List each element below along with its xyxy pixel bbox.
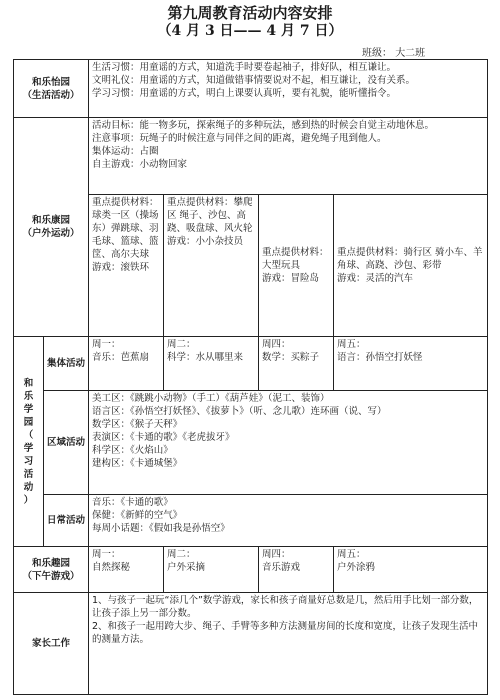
page-title: 第九周教育活动内容安排	[167, 4, 333, 22]
area-game: 游戏：冒险岛	[262, 273, 320, 284]
area-material: 重点提供材料：大型玩具	[262, 247, 329, 271]
outdoor-name: 和乐康园	[32, 215, 71, 226]
life-content	[89, 60, 488, 118]
life-line: 学习习惯：用童谣的方式，明白上课要认真听，要有礼貌，能听懂指令。	[92, 88, 397, 99]
area-material: 重点提供材料：攀爬区 绳子、沙包、高跷、吸盘球、风火轮	[167, 197, 253, 234]
learning-group-row	[14, 337, 488, 391]
area-line: 科学区：《火焰山》	[92, 445, 173, 456]
learning-char: 动	[23, 481, 34, 493]
day-content: 户外采摘	[167, 562, 206, 573]
life-name: 和乐怡园	[32, 76, 71, 88]
interest-sub: （下午游戏）	[22, 570, 80, 582]
life-sub: （生活活动）	[22, 89, 80, 101]
group-day-5	[334, 337, 488, 391]
outdoor-area-3	[259, 195, 334, 337]
learning-char: 和	[23, 377, 34, 389]
parents-section-label: 家长工作	[14, 593, 89, 695]
interest-day-1	[89, 547, 164, 593]
learning-char: 园	[23, 416, 34, 428]
learning-char: ）	[23, 494, 34, 506]
life-line: 生活习惯：用童谣的方式，知道洗手时要卷起袖子，排好队，相互谦让。	[92, 62, 397, 73]
interest-day-2	[164, 547, 259, 593]
learning-area-row	[14, 391, 488, 495]
area-line: 语言区：《孙悟空打妖怪》、《拔萝卜》（听、念儿歌）连环画（说、写）	[92, 406, 387, 417]
learning-char: 习	[23, 455, 34, 467]
class-value: 大二班	[395, 48, 426, 59]
class-info	[362, 44, 425, 59]
interest-day-5	[334, 547, 488, 593]
outdoor-line: 注意事项：玩绳子的时候注意与同伴之间的距离，避免绳子甩到他人。	[92, 133, 387, 144]
outdoor-area-2	[164, 195, 259, 337]
day-content: 数学：买粽子	[262, 352, 320, 363]
schedule-table	[13, 59, 488, 695]
area-line: 数学区：《猴子天秤》	[92, 419, 183, 430]
parents-row	[14, 593, 488, 695]
area-material: 重点提供材料：骑行区 骑小车、羊角球、高跷、沙包、彩带	[337, 247, 483, 271]
life-section-label	[14, 60, 89, 118]
outdoor-sub: （户外运动）	[22, 228, 80, 239]
interest-section-label	[14, 547, 89, 593]
area-game: 游戏：滚铁环	[92, 262, 150, 273]
area-game: 游戏：灵活的汽车	[337, 273, 414, 284]
life-line: 文明礼仪：用童谣的方式，知道做错事情要说对不起，相互谦让，没有关系。	[92, 75, 416, 86]
day-label: 周四：	[262, 549, 291, 560]
outdoor-top-row	[14, 118, 488, 195]
group-day-1	[89, 337, 164, 391]
day-content: 音乐游戏	[262, 562, 301, 573]
learning-char: 学	[23, 403, 34, 415]
parents-line: 1、与孩子一起玩“添几个”数学游戏，家长和孩子商量好总数是几，然后用手比划一部分数，让孩子添上另一部分数。	[92, 595, 479, 619]
daily-line: 音乐：《卡通的歌》	[92, 497, 173, 508]
group-activity-label: 集体活动	[44, 337, 89, 391]
interest-day-4	[259, 547, 334, 593]
day-label: 周一：	[92, 549, 121, 560]
outdoor-area-1	[89, 195, 164, 337]
outdoor-line: 活动目标：能一物多玩，探索绳子的多种玩法，感到热的时候会自觉主动地休息。	[92, 120, 435, 131]
learning-char: 学	[23, 442, 34, 454]
outdoor-section-label	[14, 118, 89, 337]
learning-section-label	[14, 337, 44, 547]
day-label: 周一：	[92, 339, 121, 350]
group-day-2	[164, 337, 259, 391]
area-line: 美工区：《跳跳小动物》（手工）《葫芦娃》（泥工、装饰）	[92, 393, 330, 404]
day-content: 户外涂鸦	[337, 562, 376, 573]
area-line: 表演区：《卡通的歌》《老虎拔牙》	[92, 432, 235, 443]
learning-char: 乐	[23, 390, 34, 402]
daily-activity-content	[89, 495, 488, 547]
learning-char: （	[23, 429, 34, 441]
learning-char: 活	[23, 468, 34, 480]
area-line: 建构区：《卡通城堡》	[92, 458, 183, 469]
outdoor-area-4	[334, 195, 488, 337]
day-label: 周四：	[262, 339, 291, 350]
daily-line: 每周小话题：《假如我是孙悟空》	[92, 523, 230, 534]
day-label: 周二：	[167, 339, 196, 350]
page-subtitle: （4 月 3 日—— 4 月 7 日）	[157, 23, 343, 39]
area-game: 游戏：小小杂技员	[167, 236, 244, 247]
outdoor-top-content	[89, 118, 488, 195]
daily-activity-label: 日常活动	[44, 495, 89, 547]
life-row	[14, 60, 488, 118]
outdoor-line: 自主游戏：小动物回家	[92, 159, 188, 170]
learning-daily-row	[14, 495, 488, 547]
day-content: 自然探秘	[92, 562, 131, 573]
day-label: 周五：	[337, 549, 366, 560]
day-content: 科学：水从哪里来	[167, 352, 244, 363]
class-label: 班级：	[362, 48, 392, 59]
daily-line: 保健：《新鲜的空气》	[92, 510, 183, 521]
day-content: 语言：孙悟空打妖怪	[337, 352, 423, 363]
interest-row	[14, 547, 488, 593]
day-label: 周二：	[167, 549, 196, 560]
group-day-4	[259, 337, 334, 391]
area-activity-label: 区域活动	[44, 391, 89, 495]
area-activity-content	[89, 391, 488, 495]
day-label: 周五：	[337, 339, 366, 350]
outdoor-line: 集体运动：占圈	[92, 146, 159, 157]
parents-line: 2、和孩子一起用跨大步、绳子、手臂等多种方法测量房间的长度和宽度，让孩子发现生活中的测量方法。	[92, 621, 479, 645]
area-material: 重点提供材料：球类一区（操场东）弹跳球、羽毛球、篮球、篮筐、高尔夫球	[92, 197, 159, 260]
interest-name: 和乐趣园	[32, 557, 71, 569]
parents-content	[89, 593, 488, 695]
day-content: 音乐：芭蕉扇	[92, 352, 150, 363]
